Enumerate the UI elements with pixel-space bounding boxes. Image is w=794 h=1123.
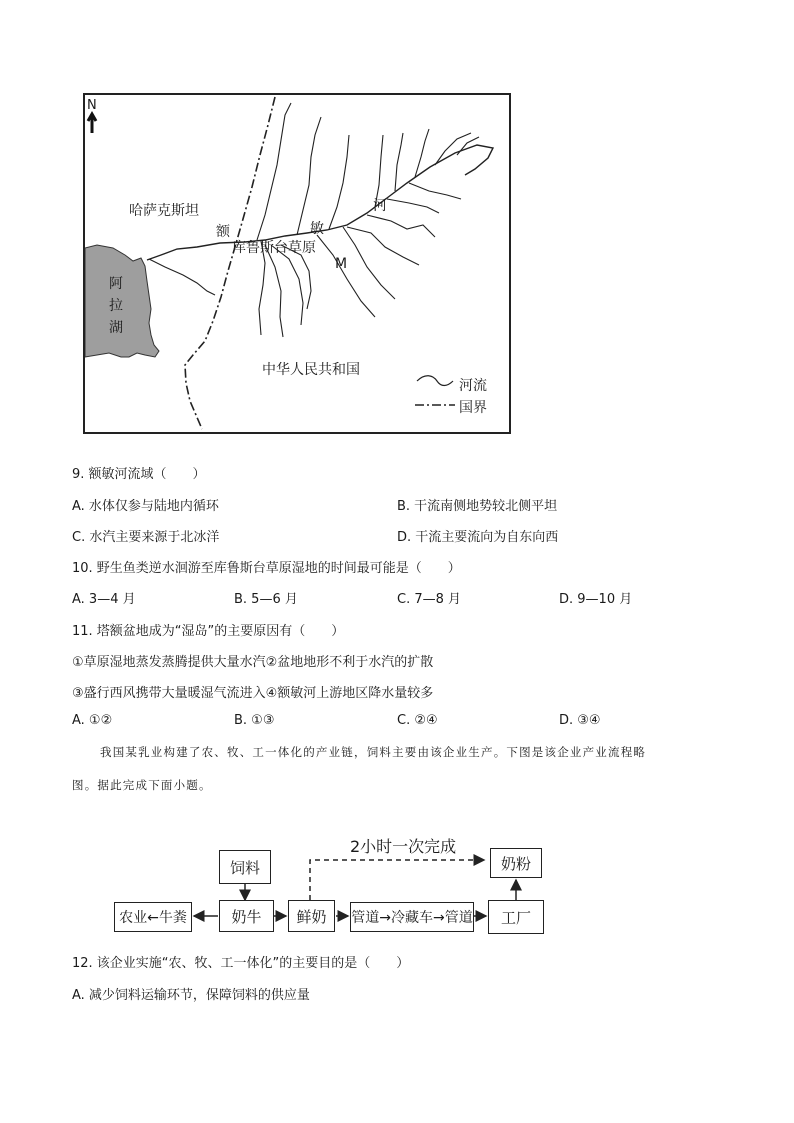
legend-river-symbol xyxy=(417,376,453,386)
map-figure xyxy=(83,93,511,434)
label-lake-1: 阿 xyxy=(109,276,123,292)
question-11-option-b[interactable]: B. ①③ xyxy=(234,713,275,728)
legend-river-label: 河流 xyxy=(459,378,487,394)
north-label: N xyxy=(87,98,97,113)
question-11-statement-line-2: ③盛行西风携带大量暖湿气流进入④额敏河上游地区降水量较多 xyxy=(72,686,434,701)
question-10-stem: 10. 野生鱼类逆水洄游至库鲁斯台草原湿地的时间最可能是（ ） xyxy=(72,561,461,576)
question-10-option-a[interactable]: A. 3—4 月 xyxy=(72,592,136,607)
label-m: M xyxy=(335,256,348,272)
question-10-option-c[interactable]: C. 7—8 月 xyxy=(397,592,462,607)
map-drawing xyxy=(85,95,509,432)
box-fresh-milk: 鲜奶 xyxy=(288,900,335,932)
question-12-stem: 12. 该企业实施“农、牧、工一体化”的主要目的是（ ） xyxy=(72,956,410,971)
question-9-option-d[interactable]: D. 干流主要流向为自东向西 xyxy=(397,530,559,545)
question-12-option-a[interactable]: A. 减少饲料运输环节，保障饲料的供应量 xyxy=(72,988,310,1003)
label-grassland: 库鲁斯台草原 xyxy=(232,240,316,256)
label-kazakhstan: 哈萨克斯坦 xyxy=(129,203,199,219)
box-milk-powder: 奶粉 xyxy=(490,848,542,878)
flow-diagram xyxy=(110,832,550,936)
label-he: 河 xyxy=(373,198,387,214)
label-two-hours: 2小时一次完成 xyxy=(350,837,457,856)
box-factory: 工厂 xyxy=(488,900,544,934)
question-11-statement-line-1: ①草原湿地蒸发蒸腾提供大量水汽②盆地地形不利于水汽的扩散 xyxy=(72,655,434,670)
question-9-stem: 9. 额敏河流域（ ） xyxy=(72,467,206,482)
arrow-dashed-two-hours xyxy=(310,860,484,900)
question-9-option-c[interactable]: C. 水汽主要来源于北冰洋 xyxy=(72,530,220,545)
question-11-option-d[interactable]: D. ③④ xyxy=(559,713,601,728)
question-10-option-d[interactable]: D. 9—10 月 xyxy=(559,592,633,607)
box-transport: 管道→冷藏车→管道 xyxy=(350,902,474,932)
passage-line-1: 我国某乳业构建了农、牧、工一体化的产业链，饲料主要由该企业生产。下图是该企业产业流程略 xyxy=(100,745,647,759)
question-9-option-a[interactable]: A. 水体仅参与陆地内循环 xyxy=(72,499,219,514)
river-west-branch xyxy=(149,259,215,295)
question-10-option-b[interactable]: B. 5—6 月 xyxy=(234,592,298,607)
label-e: 额 xyxy=(216,224,230,240)
box-cow: 奶牛 xyxy=(219,900,274,932)
question-9-option-b[interactable]: B. 干流南侧地势较北侧平坦 xyxy=(397,499,558,514)
label-lake-2: 拉 xyxy=(109,298,123,314)
label-lake-3: 湖 xyxy=(109,320,123,336)
border-line xyxy=(185,97,275,429)
passage-line-2: 图。据此完成下面小题。 xyxy=(72,778,212,792)
question-11-option-a[interactable]: A. ①② xyxy=(72,713,113,728)
legend-border-label: 国界 xyxy=(459,400,487,416)
question-11-stem: 11. 塔额盆地成为“湿岛”的主要原因有（ ） xyxy=(72,624,345,639)
label-min: 敏 xyxy=(310,221,324,237)
north-arrow-icon xyxy=(88,114,96,133)
box-feed: 饲料 xyxy=(219,850,271,884)
question-11-option-c[interactable]: C. ②④ xyxy=(397,713,438,728)
label-china: 中华人民共和国 xyxy=(262,362,360,378)
box-agri-dung: 农业←牛粪 xyxy=(114,902,192,932)
